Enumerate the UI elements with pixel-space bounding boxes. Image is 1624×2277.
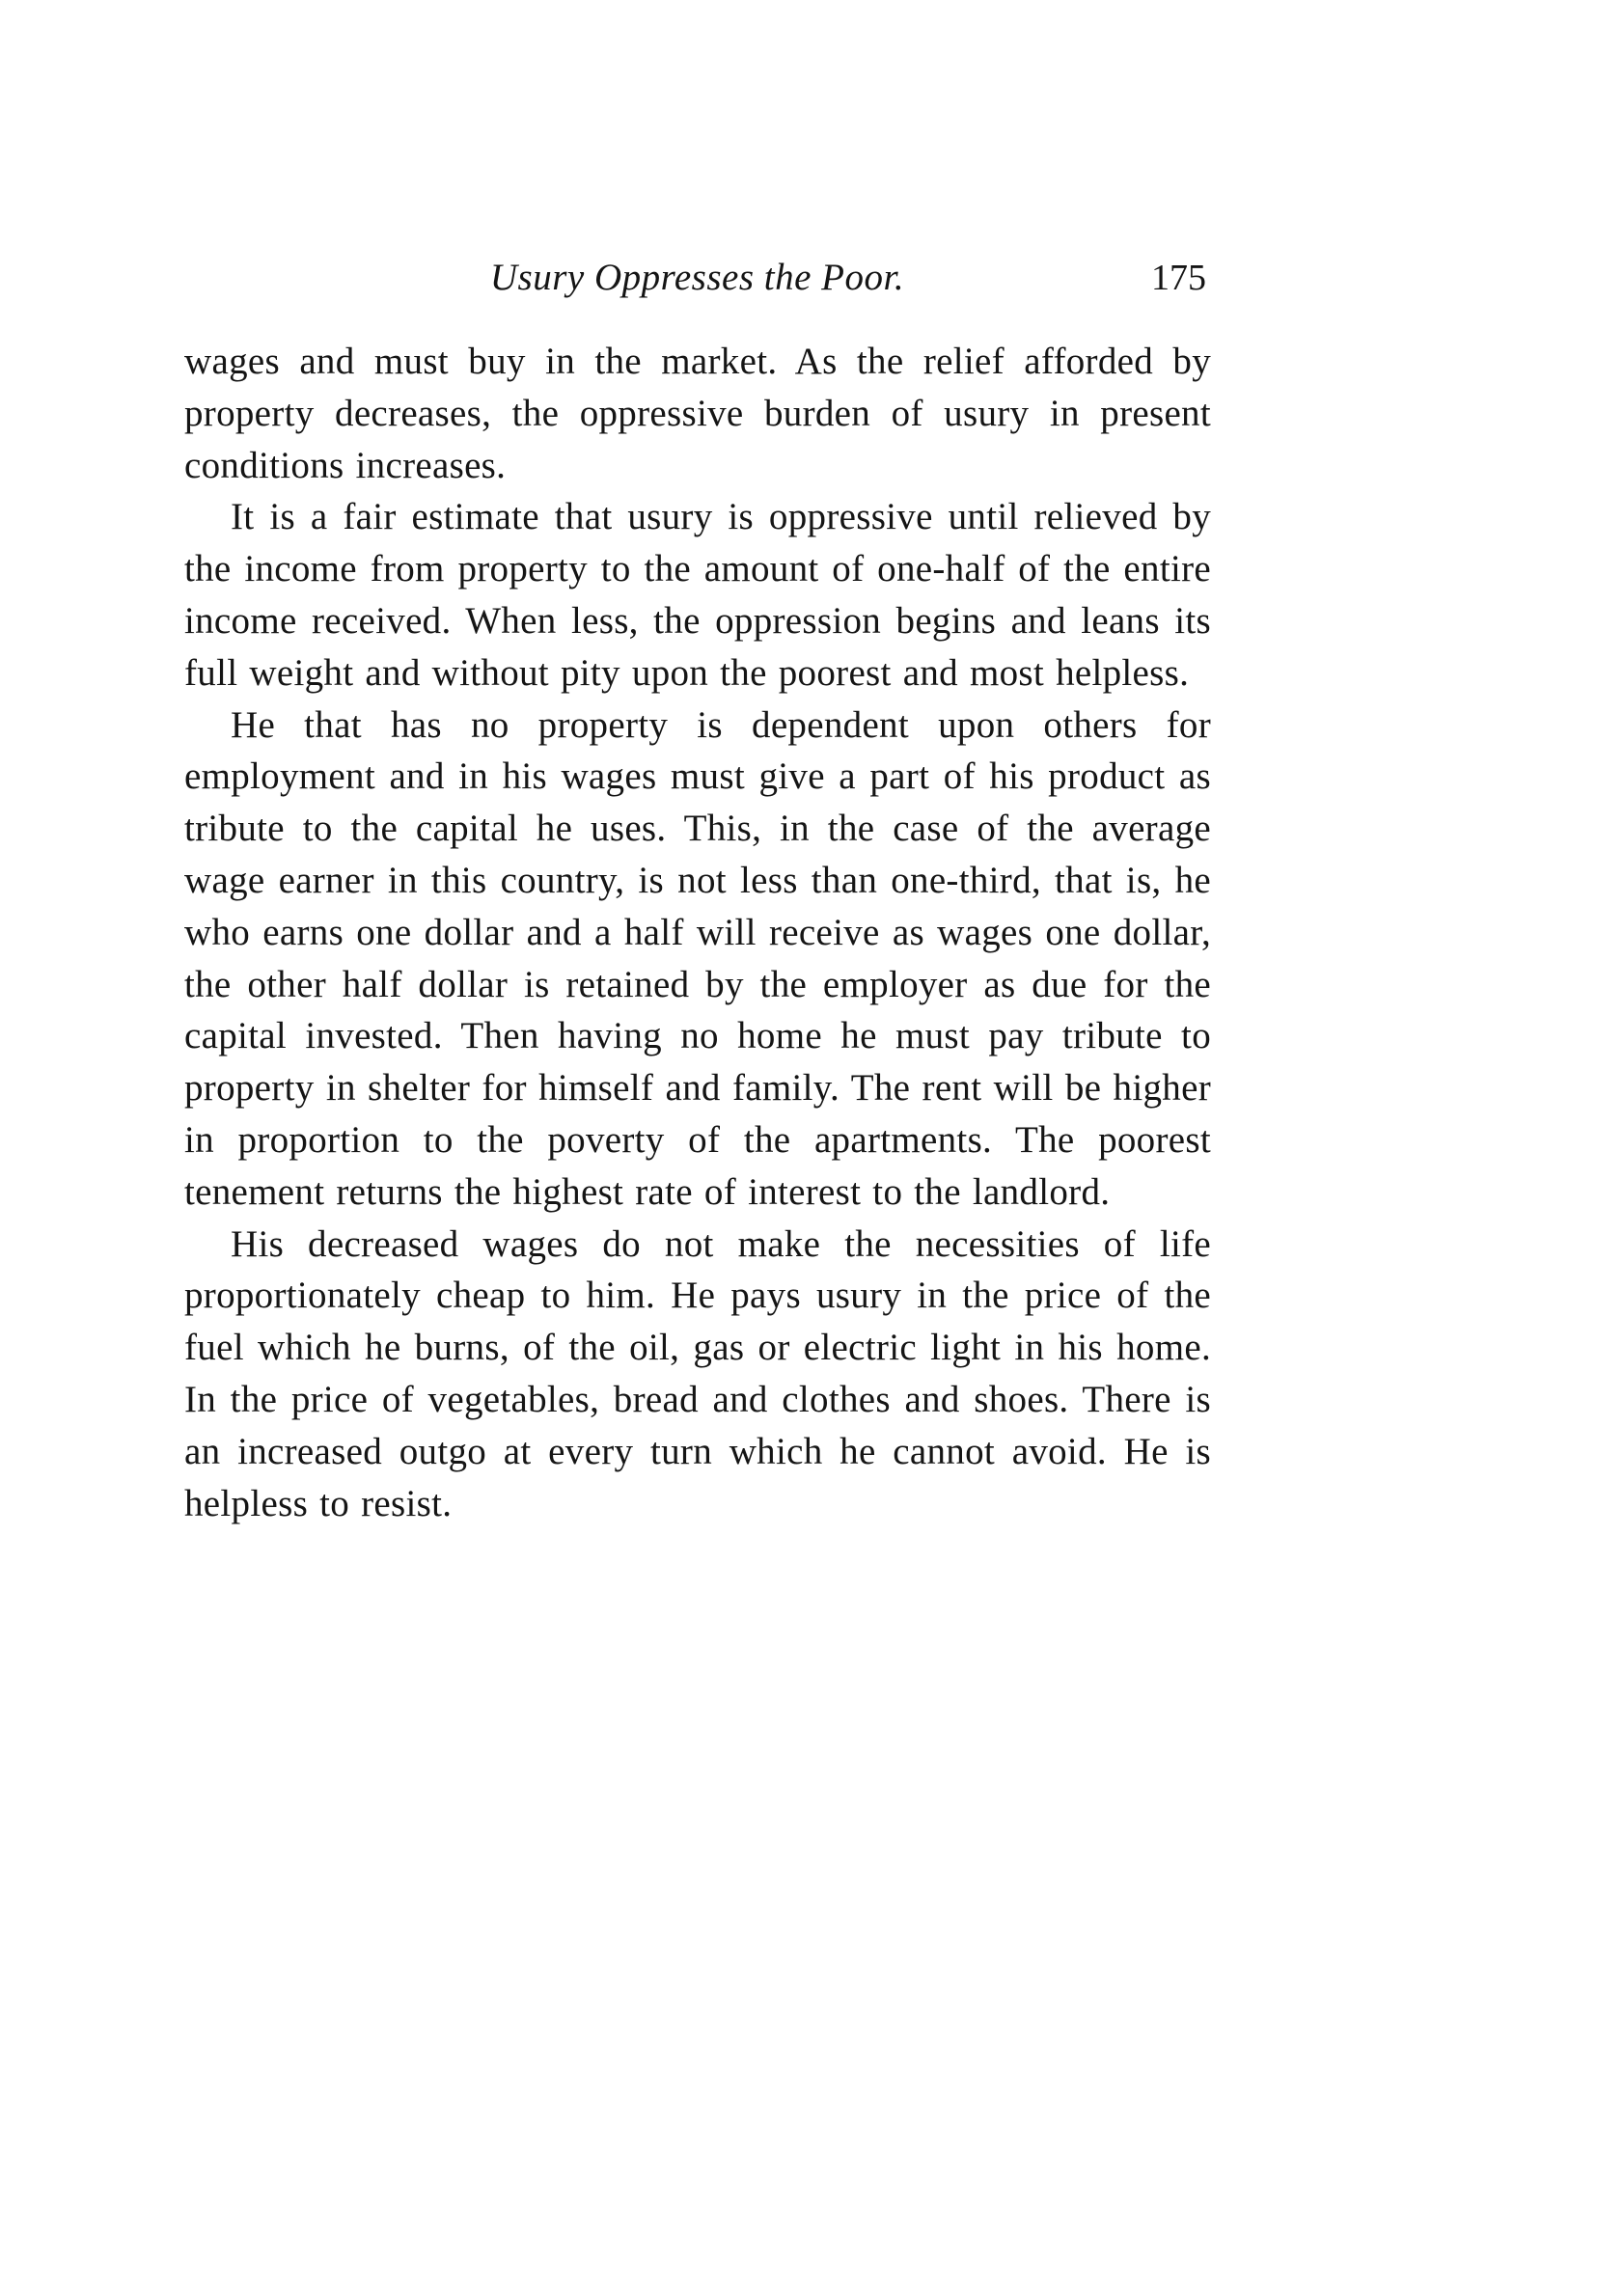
- paragraph: He that has no property is dependent upon others for employment and in his wages must give a part of his product as tribute to the capital he uses. This, in the case of the average wage earner in this country, is not less than one-third, that is, he who earns one dollar and a half will receive as wages one dollar, the other half dollar is retained by the employer as due for the capital invested. Then having no home he must pay tribute to property in shelter for himself and family. The rent will be higher in proportion to the poverty of the apartments. The poorest tenement returns the highest rate of interest to the landlord.: [184, 703, 1211, 1213]
- paragraph-continued: wages and must buy in the market. As the relief afforded by property decreases, the oppressive burden of usury in present conditions increases.: [184, 341, 1211, 486]
- running-title: Usury Oppresses the Poor.: [489, 257, 905, 298]
- paragraph: It is a fair estimate that usury is oppressive until relieved by the income from property to the amount of one-half of the entire income received. When less, the oppression begins and leans its full weight and without pity upon the poorest and most helpless.: [184, 496, 1211, 694]
- page-number: 175: [1151, 258, 1206, 298]
- body-text: [184, 336, 1211, 1529]
- running-head: [183, 249, 1211, 307]
- paragraph: His decreased wages do not make the necessities of life proportionately cheap to him. He pays usury in the price of the fuel which he burns, of the oil, gas or electric light in his home. In the price of vegetables, bread and clothes and shoes. There is an increased outgo at every turn which he cannot avoid. He is helpless to resist.: [184, 1222, 1211, 1524]
